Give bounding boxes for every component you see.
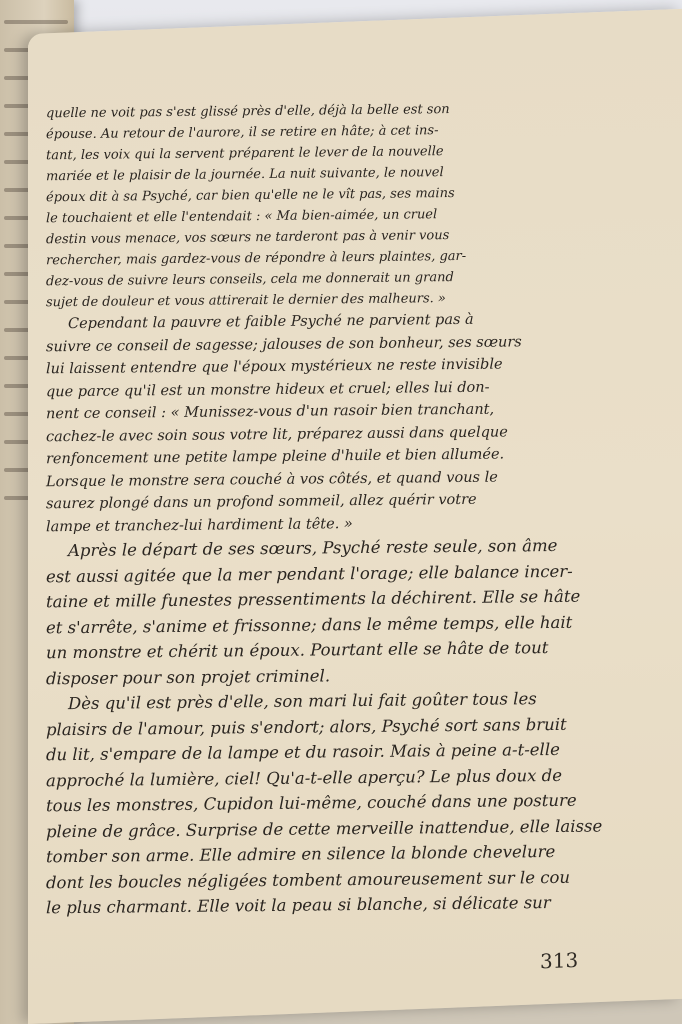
text-line: renfoncement une petite lampe pleine d'huile et bien allumée. (46, 446, 505, 468)
text-line: Dès qu'il est près d'elle, son mari lui fait goûter tous les (68, 689, 537, 714)
text-line: le plus charmant. Elle voit la peau si blanche, si délicate sur (46, 893, 551, 918)
text-line: saurez plongé dans un profond sommeil, allez quérir votre (46, 491, 477, 513)
text-line: dez-vous de suivre leurs conseils, cela me donnerait un grand (46, 270, 454, 290)
book-page (28, 9, 682, 1024)
text-line: mariée et le plaisir de la journée. La nuit suivante, le nouvel (46, 165, 444, 185)
text-line: est aussi agitée que la mer pendant l'orage; elle balance incer- (46, 561, 573, 586)
text-line: Après le départ de ses sœurs, Psyché reste seule, son âme (68, 535, 558, 561)
text-line: époux dit à sa Psyché, car bien qu'elle ne le vît pas, ses mains (46, 186, 455, 206)
text-line: lui laissent entendre que l'époux mystérieux ne reste invisible (46, 356, 503, 378)
text-line: tous les monstres, Cupidon lui-même, couché dans une posture (46, 790, 577, 816)
text-line: suivre ce conseil de sagesse; jalouses de son bonheur, ses sœurs (46, 333, 522, 355)
text-line: dont les boucles négligées tombent amoureusement sur le cou (46, 867, 571, 892)
page-number: 313 (540, 947, 579, 974)
text-line: destin vous menace, vos sœurs ne tarderont pas à venir vous (46, 228, 450, 248)
text-line: disposer pour son projet criminel. (46, 665, 331, 688)
text-line: plaisirs de l'amour, puis s'endort; alors, Psyché sort sans bruit (46, 714, 567, 739)
text-line: quelle ne voit pas s'est glissé près d'elle, déjà la belle est son (46, 102, 450, 122)
text-line: cachez-le avec soin sous votre lit, préparez aussi dans quelque (46, 423, 508, 445)
text-line: taine et mille funestes pressentiments la déchirent. Elle se hâte (46, 586, 581, 612)
text-line: et s'arrête, s'anime et frissonne; dans le même temps, elle hait (46, 612, 573, 637)
text-line: un monstre et chérit un époux. Pourtant elle se hâte de tout (46, 638, 549, 663)
body-text (46, 97, 636, 921)
text-line: sujet de douleur et vous attirerait le dernier des malheurs. » (46, 291, 446, 311)
text-line: rechercher, mais gardez-vous de répondre à leurs plaintes, gar- (46, 248, 467, 269)
text-line: que parce qu'il est un monstre hideux et cruel; elles lui don- (46, 379, 490, 400)
text-line: approché la lumière, ciel! Qu'a-t-elle aperçu? Le plus doux de (46, 765, 562, 790)
text-line: tomber son arme. Elle admire en silence la blonde chevelure (46, 841, 556, 867)
text-line: nent ce conseil : « Munissez-vous d'un rasoir bien tranchant, (46, 401, 495, 423)
text-line: du lit, s'empare de la lampe et du rasoir. Mais à peine a-t-elle (46, 739, 560, 765)
text-line: pleine de grâce. Surprise de cette merveille inattendue, elle laisse (46, 815, 603, 841)
text-line: Lorsque le monstre sera couché à vos côtés, et quand vous le (46, 469, 498, 490)
text-line: Cependant la pauvre et faible Psyché ne parvient pas à (68, 311, 474, 333)
text-line: le touchaient et elle l'entendait : « Ma bien-aimée, un cruel (46, 207, 438, 227)
text-line: lampe et tranchez-lui hardiment la tête. » (46, 515, 353, 535)
text-line: tant, les voix qui la servent préparent le lever de la nouvelle (46, 144, 444, 164)
text-line: épouse. Au retour de l'aurore, il se retire en hâte; à cet ins- (46, 123, 439, 143)
